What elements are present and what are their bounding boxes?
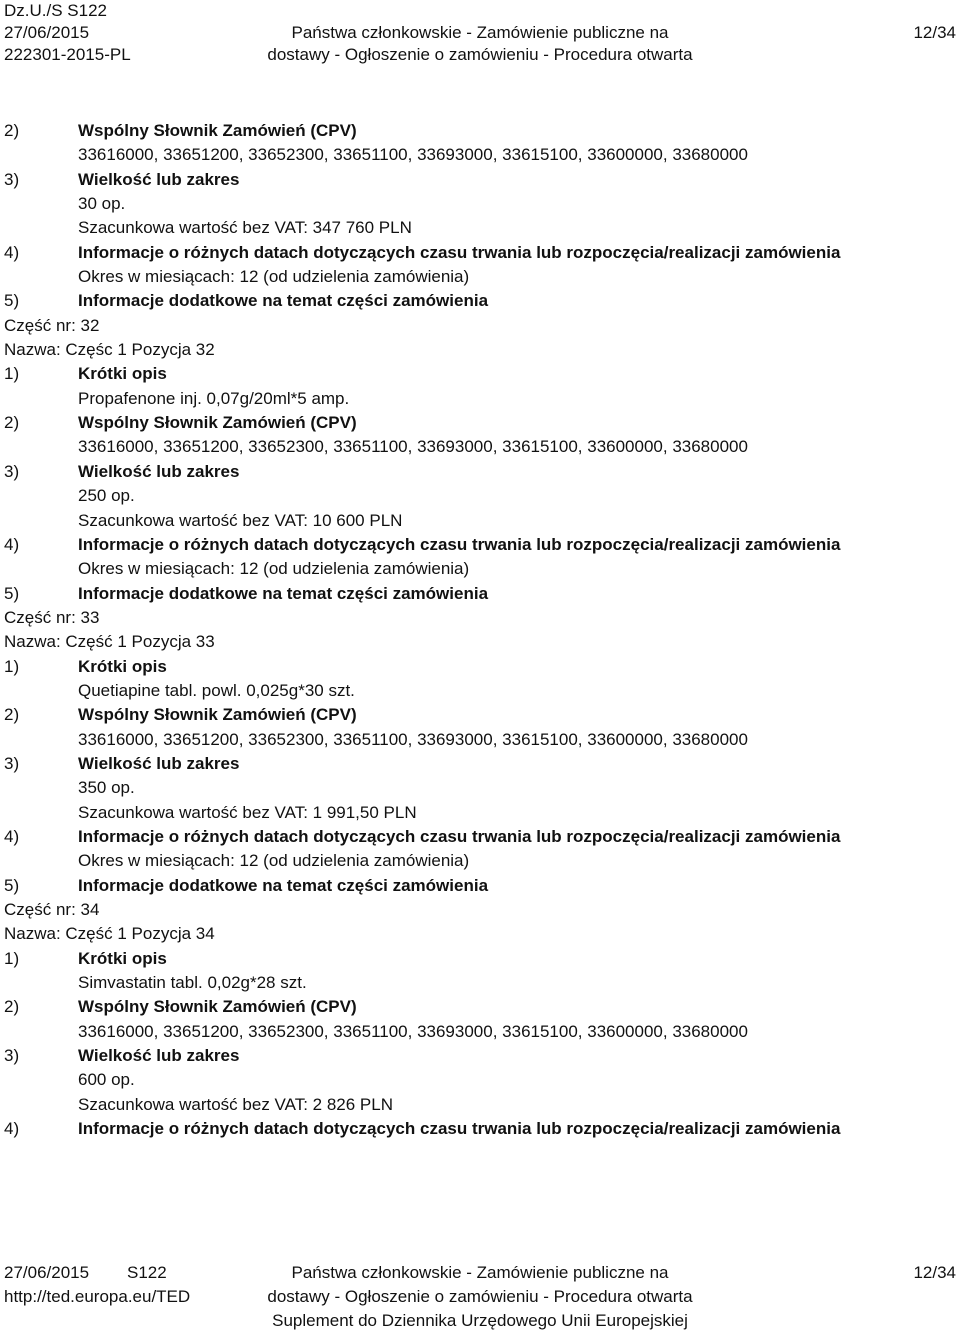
section-number: 4) [4, 826, 20, 846]
section-title-size: Wielkość lub zakres [78, 1046, 240, 1066]
section-number: 1) [4, 656, 20, 676]
short-description: Quetiapine tabl. powl. 0,025g*30 szt. [78, 680, 355, 700]
section-number: 2) [4, 705, 20, 725]
section-number: 3) [4, 1046, 20, 1066]
section-title-additional: Informacje dodatkowe na temat części zamówienia [78, 583, 489, 603]
estimated-value: Szacunkowa wartość bez VAT: 2 826 PLN [78, 1094, 393, 1114]
page-header [0, 0, 960, 70]
section-number: 2) [4, 413, 20, 433]
section-number: 5) [4, 291, 20, 311]
notice-number: 222301-2015-PL [4, 45, 131, 64]
section-title-size: Wielkość lub zakres [78, 461, 240, 481]
quantity: 30 op. [78, 194, 126, 214]
quantity: 600 op. [78, 1070, 135, 1090]
footer-url-link[interactable]: http://ted.europa.eu/TED [4, 1287, 191, 1306]
part-number: Część nr: 33 [4, 607, 100, 627]
quantity: 250 op. [78, 486, 135, 506]
short-description: Simvastatin tabl. 0,02g*28 szt. [78, 973, 307, 993]
section-title-cpv: Wspólny Słownik Zamówień (CPV) [78, 121, 357, 140]
header-title-line1: Państwa członkowskie - Zamówienie publiczne na [291, 23, 669, 42]
section-number: 1) [4, 948, 20, 968]
page-footer [0, 1262, 960, 1334]
part-name: Nazwa: Część 1 Pozycja 34 [4, 924, 215, 944]
part-number: Część nr: 32 [4, 315, 100, 335]
section-number: 2) [4, 121, 20, 140]
section-title-cpv: Wspólny Słownik Zamówień (CPV) [78, 413, 357, 433]
estimated-value: Szacunkowa wartość bez VAT: 1 991,50 PLN [78, 802, 417, 822]
part-34 [4, 898, 954, 1141]
notice-content [4, 119, 954, 1141]
footer-title-line2: dostawy - Ogłoszenie o zamówieniu - Procedura otwarta [267, 1287, 693, 1306]
section-number: 3) [4, 169, 20, 189]
journal-ref: Dz.U./S S122 [4, 1, 107, 20]
header-title-line2: dostawy - Ogłoszenie o zamówieniu - Procedura otwarta [267, 45, 693, 64]
section-title-cpv: Wspólny Słownik Zamówień (CPV) [78, 705, 357, 725]
estimated-value: Szacunkowa wartość bez VAT: 10 600 PLN [78, 510, 403, 530]
section-number: 3) [4, 753, 20, 773]
duration-period: Okres w miesiącach: 12 (od udzielenia zamówienia) [78, 267, 470, 287]
section-title-dates: Informacje o różnych datach dotyczących czasu trwania lub rozpoczęcia/realizacji zamówienia [78, 826, 841, 846]
section-title-size: Wielkość lub zakres [78, 753, 240, 773]
quantity: 350 op. [78, 778, 135, 798]
cpv-codes: 33616000, 33651200, 33652300, 33651100, 33693000, 33615100, 33600000, 33680000 [78, 437, 748, 457]
cpv-codes: 33616000, 33651200, 33652300, 33651100, 33693000, 33615100, 33600000, 33680000 [78, 729, 748, 749]
section-number: 1) [4, 364, 20, 384]
part-33 [4, 606, 954, 898]
estimated-value: Szacunkowa wartość bez VAT: 347 760 PLN [78, 218, 412, 238]
section-title-cpv: Wspólny Słownik Zamówień (CPV) [78, 997, 357, 1017]
section-title-additional: Informacje dodatkowe na temat części zamówienia [78, 875, 489, 895]
header-page-number: 12/34 [913, 23, 956, 42]
section-number: 3) [4, 461, 20, 481]
part-number: Część nr: 34 [4, 900, 100, 919]
footer-title-line1: Państwa członkowskie - Zamówienie publiczne na [291, 1263, 669, 1282]
part-32 [4, 314, 954, 606]
section-number: 4) [4, 1119, 20, 1139]
section-title-description: Krótki opis [78, 948, 167, 968]
footer-supplement: Suplement do Dziennika Urzędowego Unii Europejskiej [272, 1311, 688, 1330]
section-title-additional: Informacje dodatkowe na temat części zamówienia [78, 291, 489, 311]
section-title-dates: Informacje o różnych datach dotyczących czasu trwania lub rozpoczęcia/realizacji zamówienia [78, 1119, 841, 1139]
section-title-description: Krótki opis [78, 656, 167, 676]
section-number: 4) [4, 534, 20, 554]
cpv-codes: 33616000, 33651200, 33652300, 33651100, 33693000, 33615100, 33600000, 33680000 [78, 1021, 748, 1041]
duration-period: Okres w miesiącach: 12 (od udzielenia zamówienia) [78, 559, 470, 579]
section-title-dates: Informacje o różnych datach dotyczących czasu trwania lub rozpoczęcia/realizacji zamówienia [78, 242, 841, 262]
section-title-description: Krótki opis [78, 364, 167, 384]
section-number: 4) [4, 242, 20, 262]
section-number: 5) [4, 583, 20, 603]
part-name: Nazwa: Częśc 1 Pozycja 32 [4, 340, 215, 360]
section-number: 5) [4, 875, 20, 895]
footer-date: 27/06/2015 [4, 1263, 90, 1282]
cpv-codes: 33616000, 33651200, 33652300, 33651100, 33693000, 33615100, 33600000, 33680000 [78, 145, 748, 165]
short-description: Propafenone inj. 0,07g/20ml*5 amp. [78, 388, 350, 408]
part-31-continued [4, 119, 954, 314]
section-title-dates: Informacje o różnych datach dotyczących czasu trwania lub rozpoczęcia/realizacji zamówienia [78, 534, 841, 554]
footer-series: S122 [127, 1263, 167, 1282]
part-name: Nazwa: Część 1 Pozycja 33 [4, 632, 215, 652]
section-number: 2) [4, 997, 20, 1017]
duration-period: Okres w miesiącach: 12 (od udzielenia zamówienia) [78, 851, 470, 871]
section-title-size: Wielkość lub zakres [78, 169, 240, 189]
header-date: 27/06/2015 [4, 23, 90, 42]
footer-page-number: 12/34 [913, 1263, 956, 1282]
